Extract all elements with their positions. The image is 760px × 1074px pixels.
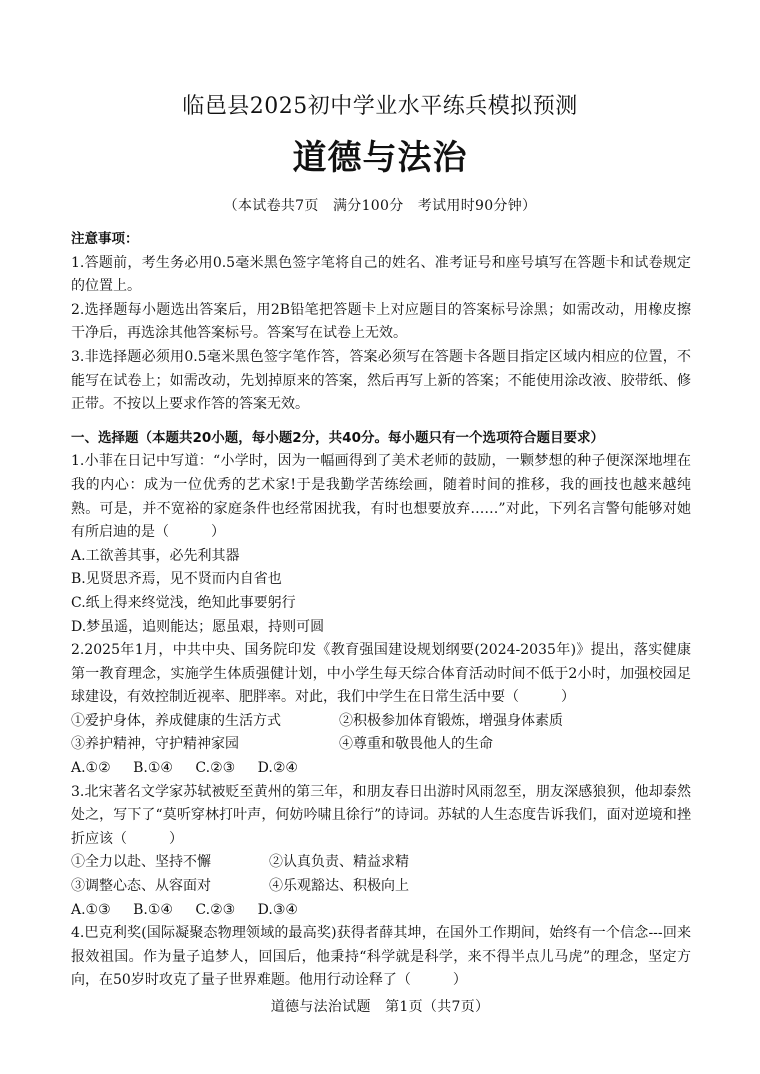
question-2-option-a: A.①② <box>71 760 111 777</box>
exam-header <box>0 92 760 216</box>
question-3-option-b: B.①④ <box>133 901 173 918</box>
question-2-option-c: C.②③ <box>195 760 236 777</box>
question-3-statement: ②认真负责、精益求精 <box>269 854 409 871</box>
question-2-statement: ②积极参加体育锻炼，增强身体素质 <box>339 712 563 729</box>
question-2-option-b: B.①④ <box>133 760 173 777</box>
question-4-stem: 4.巴克利奖(国际凝聚态物理领域的最高奖)获得者薛其坤，在国外工作期间，始终有一个信念---回来报效祖国。作为量子追梦人，回国后，他秉持“科学就是科学，来不得半点儿马虎”的理念，坚定方向，在50岁时攻克了量子世界难题。他用行动诠释了（ ） <box>71 925 691 989</box>
question-1-option-c: C.纸上得来终觉浅，绝知此事要躬行 <box>71 594 296 611</box>
question-3-option-c: C.②③ <box>195 901 236 918</box>
question-3-statements-row <box>71 851 691 875</box>
question-3-statement: ③调整心态、从容面对 <box>71 878 211 895</box>
question-3-option-d: D.③④ <box>257 901 298 918</box>
question-1-option-d: D.梦虽遥，追则能达；愿虽艰，持则可圆 <box>71 618 325 635</box>
question-2-statement: ③养护精神，守护精神家园 <box>71 736 239 753</box>
exam-title: 道德与法治 <box>292 138 468 178</box>
question-3-statements-row <box>71 875 691 899</box>
notice-item: 2.选择题每小题选出答案后，用2B铅笔把答题卡上对应题目的答案标号涂黑；如需改动，用橡皮擦干净后，再选涂其他答案标号。答案写在试卷上无效。 <box>71 301 691 342</box>
notice-title: 注意事项： <box>71 231 139 247</box>
question-3-option-a: A.①③ <box>71 901 111 918</box>
page-footer: 道德与法治试题 第1页（共7页） <box>270 999 490 1015</box>
question-2-option-d: D.②④ <box>257 760 298 777</box>
question-1-stem: 1.小菲在日记中写道：“小学时，因为一幅画得到了美术老师的鼓励，一颗梦想的种子便深深地埋在我的内心：成为一位优秀的艺术家!于是我勤学苦练绘画，随着时间的推移，我的画技也越来越纯熟。可是，并不宽裕的家庭条件也经常困扰我，有时也想要放弃……”对此，下列名言警句能够对她有所启迪的是（ ） <box>71 453 691 541</box>
question-3-stem: 3.北宋著名文学家苏轼被贬至黄州的第三年，和朋友春日出游时风雨忽至，朋友深感狼狈，他却泰然处之，写下了“莫听穿林打叶声，何妨吟啸且徐行”的诗词。苏轼的人生态度告诉我们，面对逆境和挫折应该（ ） <box>71 783 691 847</box>
section-heading: 一、选择题（本题共20小题，每小题2分，共40分。每小题只有一个选项符合题目要求） <box>71 429 604 446</box>
question-2-statement: ④尊重和敬畏他人的生命 <box>339 736 493 753</box>
notice-item: 3.非选择题必须用0.5毫米黑色签字笔作答，答案必须写在答题卡各题目指定区域内相应的位置，不能写在试卷上；如需改动，先划掉原来的答案，然后再写上新的答案；不能使用涂改液、胶带纸、修正带。不按以上要求作答的答案无效。 <box>71 348 691 413</box>
exam-content <box>71 228 691 993</box>
exam-meta: （本试卷共7页 满分100分 考试用时90分钟） <box>223 198 537 214</box>
question-3-statement: ①全力以赴、坚持不懈 <box>71 854 211 871</box>
exam-subtitle: 临邑县2025初中学业水平练兵模拟预测 <box>182 94 578 119</box>
question-2-statement: ①爱护身体，养成健康的生活方式 <box>71 712 281 729</box>
question-1-option-b: B.见贤思齐焉，见不贤而内自省也 <box>71 571 282 588</box>
notice-item: 1.答题前，考生务必用0.5毫米黑色签字笔将自己的姓名、准考证号和座号填写在答题卡和试卷规定的位置上。 <box>71 254 691 295</box>
question-3-statement: ④乐观豁达、积极向上 <box>269 878 409 895</box>
question-3-options <box>71 899 691 923</box>
question-2-options <box>71 757 691 781</box>
question-2-stem: 2.2025年1月，中共中央、国务院印发《教育强国建设规划纲要(2024-2035年)》提出，落实健康第一教育理念，实施学生体质强健计划，中小学生每天综合体育活动时间不低于2小时，加强校园足球建设，有效控制近视率、肥胖率。对此，我们中学生在日常生活中要（ ） <box>71 642 691 706</box>
question-2-statements-row <box>71 733 691 757</box>
question-2-statements-row <box>71 710 691 734</box>
question-1-option-a: A.工欲善其事，必先利其器 <box>71 547 240 564</box>
